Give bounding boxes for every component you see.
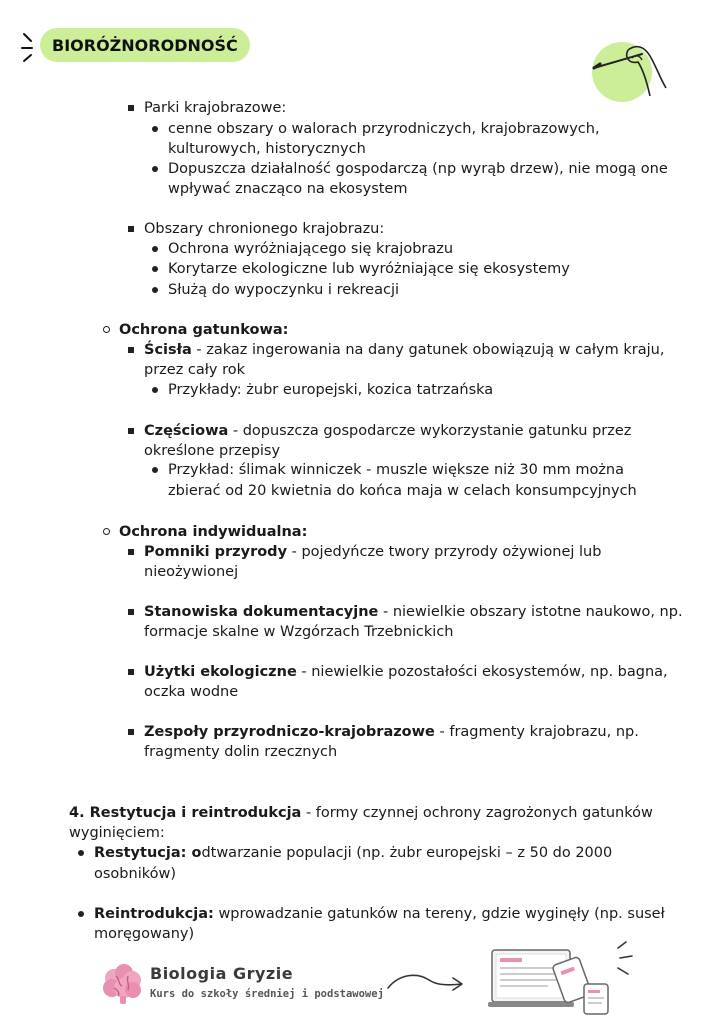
bullet-dot: [78, 911, 84, 917]
text-line: nieożywionej: [144, 564, 239, 580]
bullet-dot: [152, 287, 158, 293]
definition: - fragmenty krajobrazu, np.: [434, 724, 639, 740]
bullet-square: [128, 105, 134, 111]
text-line: [94, 904, 665, 924]
bullet-dot: [78, 850, 84, 856]
text-line: [144, 602, 683, 622]
text-line: określone przepisy: [144, 443, 281, 459]
text-line: Przykład: ślimak winniczek - muszle większe niż 30 mm można: [168, 462, 624, 478]
definition: wprowadzanie gatunków na tereny, gdzie wyginęły (np. suseł: [213, 906, 665, 922]
bullet-dot: [152, 246, 158, 252]
sparkle-icon: [20, 30, 42, 64]
bullet-dot: [152, 266, 158, 272]
definition: - dopuszcza gospodarcze wykorzystanie gatunku przez: [228, 423, 632, 439]
section-heading: Ochrona gatunkowa:: [119, 322, 289, 338]
term: 4. Restytucja i reintrodukcja: [69, 805, 302, 821]
text-line: wyginięciem:: [69, 825, 165, 841]
text-line: Dopuszcza działalność gospodarczą (np wyrąb drzew), nie mogą one: [168, 161, 668, 177]
bullet-dot: [152, 126, 158, 132]
bullet-dot: [152, 166, 158, 172]
definition: - niewielkie pozostałości ekosystemów, np. bagna,: [296, 664, 668, 680]
text-line: [94, 843, 612, 863]
text-line: [144, 542, 601, 562]
definition: - pojedyńcze twory przyrody ożywionej lub: [287, 544, 602, 560]
definition: - zakaz ingerowania na dany gatunek obowiązują w całym kraju,: [191, 342, 665, 358]
definition: - formy czynnej ochrony zagrożonych gatunków: [301, 805, 653, 821]
text-line: Obszary chronionego krajobrazu:: [144, 221, 385, 237]
text-line: [144, 722, 639, 742]
bullet-square: [128, 549, 134, 555]
text-line: [144, 340, 664, 360]
text-line: wpływać znacząco na ekosystem: [168, 181, 408, 197]
bullet-square: [128, 729, 134, 735]
brand-name: Biologia Gryzie: [150, 964, 294, 983]
text-line: cenne obszary o walorach przyrodniczych, krajobrazowych,: [168, 121, 600, 137]
bullet-square: [128, 609, 134, 615]
text-line: Ochrona wyróżniającego się krajobrazu: [168, 241, 454, 257]
page-title: BIORÓŻNORODNOŚĆ: [40, 28, 250, 62]
devices-illustration-icon: [488, 940, 638, 1016]
term: Stanowiska dokumentacyjne: [144, 604, 379, 620]
bullet-square: [128, 669, 134, 675]
definition: dtwarzanie populacji (np. żubr europejski – z 50 do 2000: [201, 845, 613, 861]
text-line: [144, 421, 631, 441]
brain-logo-icon: [100, 962, 144, 1006]
term: Restytucja: o: [94, 845, 202, 861]
text-line: zbierać od 20 kwietnia do końca maja w celach konsumpcyjnych: [168, 483, 637, 499]
text-line: przez cały rok: [144, 362, 245, 378]
text-line: moręgowany): [94, 926, 195, 942]
text-line: fragmenty dolin rzecznych: [144, 744, 338, 760]
text-line: Przykłady: żubr europejski, kozica tatrzańska: [168, 382, 494, 398]
brand-subtitle: Kurs do szkoły średniej i podstawowej: [150, 988, 384, 1000]
text-line: formacje skalne w Wzgórzach Trzebnickich: [144, 624, 454, 640]
text-line: Korytarze ekologiczne lub wyróżniające się ekosystemy: [168, 261, 570, 277]
term: Zespoły przyrodniczo-krajobrazowe: [144, 724, 435, 740]
text-line: oczka wodne: [144, 684, 239, 700]
bullet-circle: [103, 326, 110, 333]
term: Użytki ekologiczne: [144, 664, 297, 680]
bullet-dot: [152, 467, 158, 473]
text-line: Parki krajobrazowe:: [144, 100, 287, 116]
text-line: [69, 803, 653, 823]
bullet-square: [128, 226, 134, 232]
definition: - niewielkie obszary istotne naukowo, np.: [378, 604, 683, 620]
term: Częściowa: [144, 423, 229, 439]
bullet-circle: [103, 528, 110, 535]
bullet-square: [128, 428, 134, 434]
text-line: Służą do wypoczynku i rekreacji: [168, 282, 400, 298]
section-heading: Ochrona indywidualna:: [119, 524, 308, 540]
term: Pomniki przyrody: [144, 544, 288, 560]
text-line: osobników): [94, 866, 176, 882]
term: Ścisła: [144, 342, 192, 358]
writing-hand-icon: [584, 38, 670, 102]
bullet-square: [128, 347, 134, 353]
term: Reintrodukcja:: [94, 906, 214, 922]
text-line: kulturowych, historycznych: [168, 141, 366, 157]
bullet-dot: [152, 387, 158, 393]
arrow-right-icon: [385, 966, 467, 1002]
text-line: [144, 662, 668, 682]
